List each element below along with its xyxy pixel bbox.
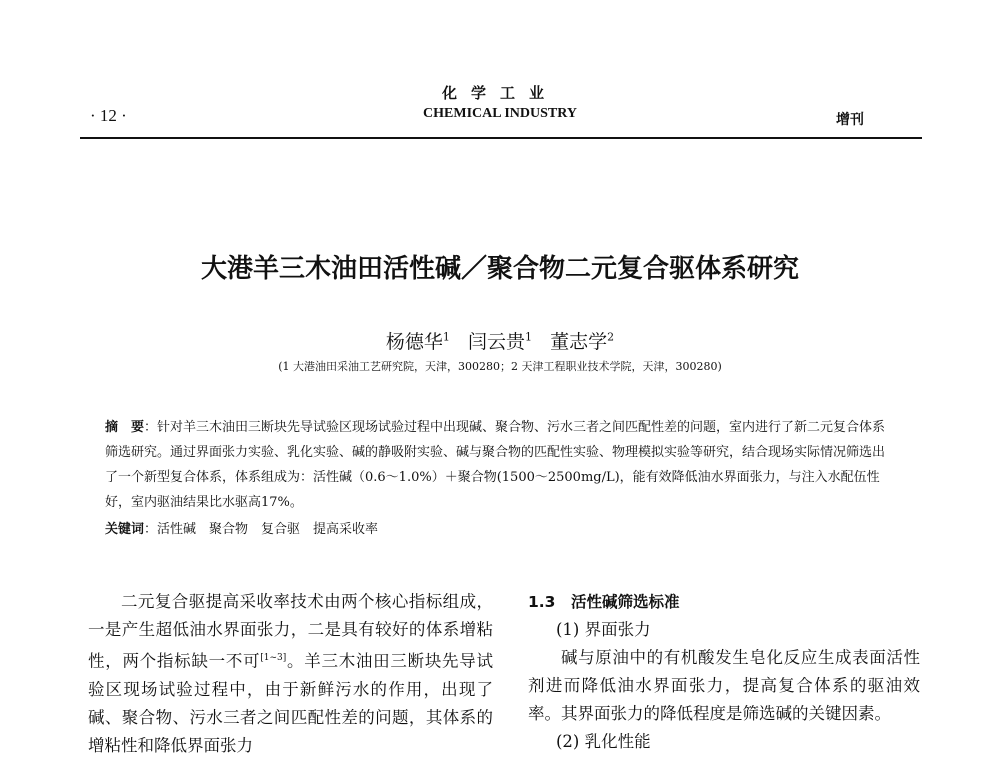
body-paragraph — [88, 588, 493, 760]
abstract-text: ：针对羊三木油田三断块先导试验区现场试验过程中出现碱、聚合物、污水三者之间匹配性差的问题，室内进行了新二元复合体系筛选研究。通过界面张力实验、乳化实验、碱的静吸附实验、碱与聚合物的匹配性实验、物理模拟实验等研究，结合现场实际情况筛选出了一个新型复合体系，体系组成为：活性碱（0.6～1.0%）＋聚合物(1500～2500mg/L)，能有效降低油水界面张力，与注入水配伍性好，室内驱油结果比水驱高17%。 — [105, 420, 886, 510]
author-name: 闫云贵 — [467, 331, 525, 353]
author-list — [0, 327, 1000, 354]
affiliations: (1 大港油田采油工艺研究院，天津，300280；2 天津工程职业技术学院，天津，300280) — [278, 360, 722, 373]
body-paragraph: 碱与原油中的有机酸发生皂化反应生成表面活性剂进而降低油水界面张力，提高复合体系的驱油效率。其界面张力的降低程度是筛选碱的关键因素。 — [528, 648, 920, 723]
author-affiliation-mark: 2 — [607, 330, 615, 344]
article-title: 大港羊三木油田活性碱／聚合物二元复合驱体系研究 — [200, 254, 799, 284]
author-name: 杨德华 — [385, 331, 443, 353]
keywords-label: 关键词 — [105, 522, 145, 537]
citation-ref: [1~3] — [260, 653, 287, 663]
author-affiliation-mark: 1 — [525, 330, 532, 344]
page-number: · 12 · — [90, 106, 127, 125]
right-column — [528, 588, 920, 756]
author-affiliation-mark: 1 — [442, 330, 450, 344]
abstract — [105, 415, 895, 515]
abstract-label: 摘 要 — [105, 420, 145, 435]
journal-title-en: CHEMICAL INDUSTRY — [423, 106, 577, 121]
left-column — [88, 588, 493, 760]
keywords — [105, 518, 378, 537]
section-heading: 1.3 活性碱筛选标准 — [528, 593, 680, 611]
header-rule — [80, 137, 922, 139]
journal-title-cn: 化学工业 — [441, 84, 558, 102]
subsection-label: (1) 界面张力 — [556, 620, 651, 639]
issue-label: 增刊 — [836, 112, 864, 128]
paragraph-text: 二元复合驱提高采收率技术由两个核心指标组成，一是产生超低油水界面张力，二是具有较好的体系增粘性，两个指标缺一不可 — [88, 592, 493, 671]
author-name: 董志学 — [550, 331, 608, 353]
keywords-text: ：活性碱 聚合物 复合驱 提高采收率 — [144, 522, 379, 537]
subsection-label: (2) 乳化性能 — [556, 732, 651, 751]
paragraph-text: 。羊三木油田三断块先导试验区现场试验过程中，由于新鲜污水的作用，出现了碱、聚合物、污水三者之间匹配性差的问题，其体系的增粘性和降低界面张力 — [88, 651, 493, 755]
